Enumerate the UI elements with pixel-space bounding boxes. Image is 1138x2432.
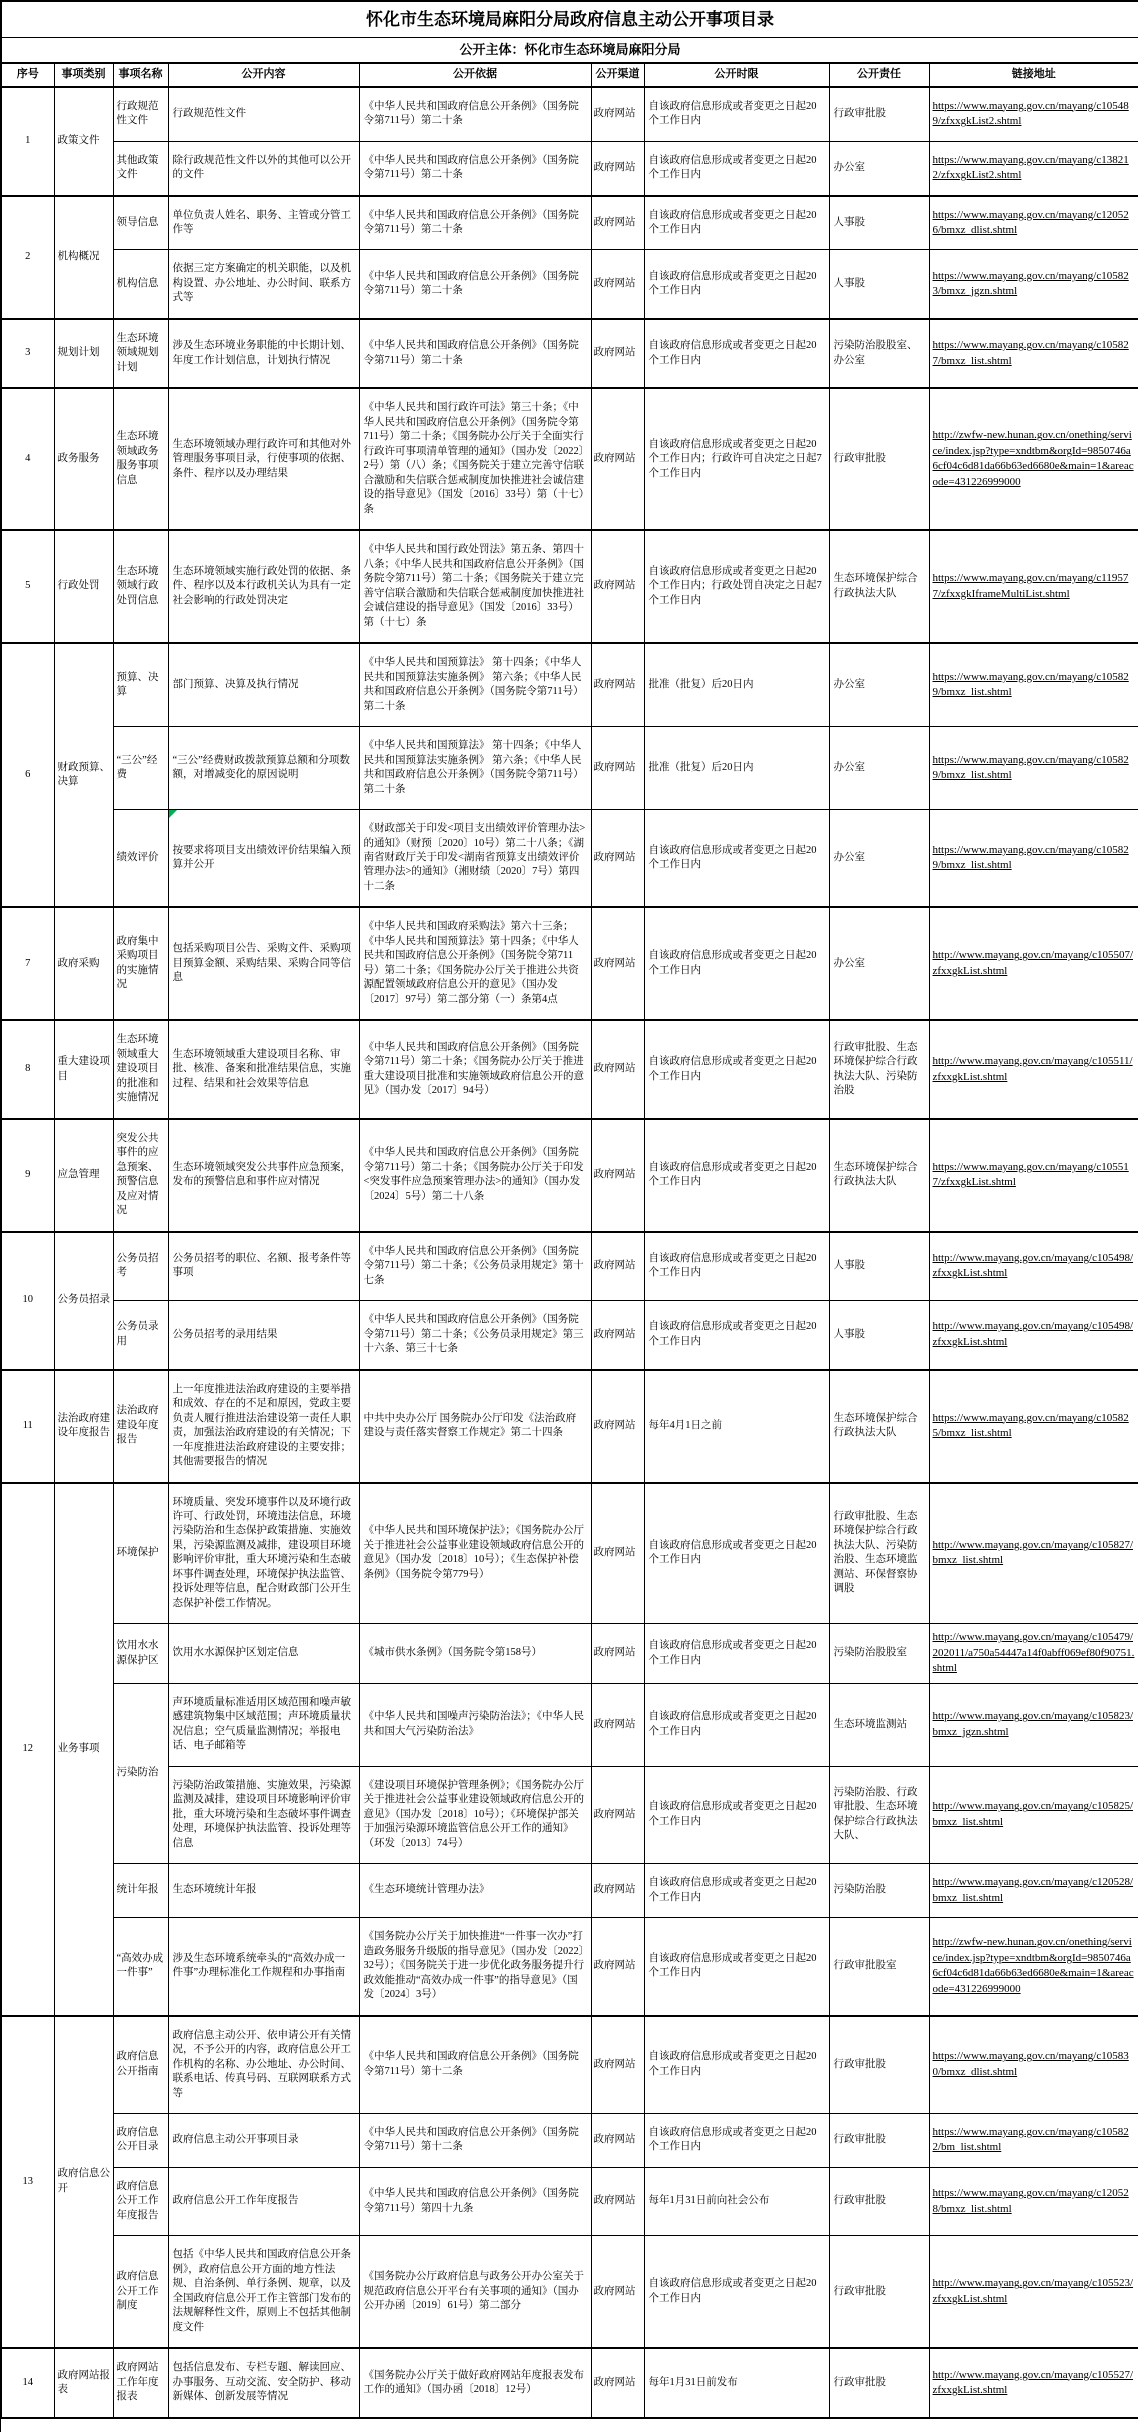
open-channel: 政府网站: [591, 141, 644, 195]
item-no: 11: [1, 1370, 54, 1483]
item-no: 6: [1, 643, 54, 907]
item-no: 10: [1, 1232, 54, 1370]
open-channel: 政府网站: [591, 2348, 644, 2417]
item-name: 统计年报: [113, 1864, 168, 1918]
open-content: 生态环境领域突发公共事件应急预案，发布的预警信息和事件应对情况: [168, 1119, 359, 1232]
open-responsibility: 污染防治股、行政审批股、生态环境保护综合行政执法大队、: [829, 1766, 929, 1863]
open-responsibility: 行政审批股: [829, 2236, 929, 2348]
header-row: [1, 63, 1138, 86]
item-name: 污染防治: [113, 1683, 168, 1863]
link-cell: [929, 2016, 1138, 2114]
link-cell: [929, 1301, 1138, 1370]
open-channel: 政府网站: [591, 196, 644, 250]
item-no: 12: [1, 1483, 54, 2016]
link-url[interactable]: https://www.mayang.gov.cn/mayang/c105829/bmxz_list.shtml: [932, 843, 1129, 872]
item-category: 法治政府建设年度报告: [54, 1370, 113, 1483]
page-title: 怀化市生态环境局麻阳分局政府信息主动公开事项目录: [1, 1, 1138, 38]
open-content: 环境质量、突发环境事件以及环境行政许可、行政处罚，环境违法信息，环境污染防治和生态保护政策措施、实施效果，污染源监测及减排，建设项目环境影响评价审批，重大环境污染和生态破坏事件调查处理，环境保护执法监管、投诉处理等信息，配合财政部门公开生态保护补偿工作情况。: [168, 1483, 359, 1624]
open-basis: 《财政部关于印发<项目支出绩效评价管理办法>的通知》（财预〔2020〕10号）第二十八条；《湖南省财政厅关于印发<湖南省预算支出绩效评价管理办法>的通知》（湘财绩〔2020〕7号）第四十二条: [359, 810, 591, 908]
open-deadline: 自该政府信息形成或者变更之日起20个工作日内: [644, 141, 829, 195]
item-name: 预算、决算: [113, 643, 168, 726]
link-url[interactable]: https://www.mayang.gov.cn/mayang/c105489/zfxxgkList2.shtml: [932, 99, 1129, 128]
item-name: 公务员招考: [113, 1232, 168, 1301]
table-row: [1, 196, 1138, 250]
item-category: 行政处罚: [54, 530, 113, 643]
open-basis: 《中华人民共和国行政处罚法》第五条、第四十八条；《中华人民共和国政府信息公开条例》（国务院令第711号）第二十条；《国务院关于建立完善守信联合激励和失信联合惩戒制度加快推进社会诚信建设的指导意见》（国发〔2016〕33号）第（十七）条: [359, 530, 591, 643]
table-row: [1, 1483, 1138, 1624]
link-url[interactable]: http://www.mayang.gov.cn/mayang/c105825/bmxz_list.shtml: [932, 1800, 1134, 1828]
link-cell: [929, 1766, 1138, 1863]
open-deadline: 自该政府信息形成或者变更之日起20个工作日内: [644, 1624, 829, 1683]
open-responsibility: 生态环境保护综合行政执法大队: [829, 530, 929, 643]
table-row: [1, 1119, 1138, 1232]
item-category: 机构概况: [54, 196, 113, 319]
table-row: [1, 1020, 1138, 1118]
item-category: 应急管理: [54, 1119, 113, 1232]
item-name: 政府信息公开工作年度报告: [113, 2167, 168, 2235]
item-name: 法治政府建设年度报告: [113, 1370, 168, 1483]
open-content: 单位负责人姓名、职务、主管或分管工作等: [168, 196, 359, 250]
open-basis: 《中华人民共和国政府信息公开条例》（国务院令第711号）第二十条: [359, 141, 591, 195]
open-basis: 《国务院办公厅关于加快推进“一件事一次办”打造政务服务升级版的指导意见》（国办发〔2022〕32号）；《国务院关于进一步优化政务服务提升行政效能推动“高效办成一件事”的指导意见》（国发〔2024〕3号）: [359, 1918, 591, 2016]
open-deadline: 自该政府信息形成或者变更之日起20个工作日内: [644, 196, 829, 250]
open-responsibility: 行政审批股: [829, 2114, 929, 2168]
open-deadline: 自该政府信息形成或者变更之日起20个工作日内: [644, 319, 829, 388]
open-deadline: 自该政府信息形成或者变更之日起20个工作日内: [644, 1020, 829, 1118]
table-row: [1, 1370, 1138, 1483]
open-basis: 《生态环境统计管理办法》: [359, 1864, 591, 1918]
open-content: 生态环境领域实施行政处罚的依据、条件、程序以及本行政机关认为具有一定社会影响的行政处罚决定: [168, 530, 359, 643]
open-content: 包括信息发布、专栏专题、解读回应、办事服务、互动交流、安全防护、移动新媒体、创新发展等情况: [168, 2348, 359, 2417]
open-deadline: 自该政府信息形成或者变更之日起20个工作日内: [644, 1864, 829, 1918]
open-channel: 政府网站: [591, 1232, 644, 1301]
table-row: [1, 1624, 1138, 1683]
open-channel: 政府网站: [591, 2167, 644, 2235]
open-basis: 《中华人民共和国预算法》 第十四条；《中华人民共和国预算法实施条例》 第六条；《中华人民共和国政府信息公开条例》（国务院令第711号）第二十条: [359, 643, 591, 726]
open-responsibility: 行政审批股: [829, 2016, 929, 2114]
open-responsibility: 污染防治股: [829, 1864, 929, 1918]
table-row: [1, 530, 1138, 643]
open-deadline: 批准（批复）后20日内: [644, 643, 829, 726]
item-name: 生态环境领域行政处罚信息: [113, 530, 168, 643]
open-responsibility: 人事股: [829, 1232, 929, 1301]
item-name: 生态环境领域重大建设项目的批准和实施情况: [113, 1020, 168, 1118]
open-responsibility: 行政审批股: [829, 388, 929, 530]
open-content: 政府信息主动公开、依申请公开有关情况，不予公开的内容，政府信息公开工作机构的名称、办公地址、办公时间、联系电话、传真号码、互联网联系方式等: [168, 2016, 359, 2114]
link-cell: [929, 319, 1138, 388]
item-category: 财政预算、决算: [54, 643, 113, 907]
open-basis: 《中华人民共和国政府信息公开条例》（国务院令第711号）第二十条: [359, 196, 591, 250]
item-name: 环境保护: [113, 1483, 168, 1624]
open-channel: 政府网站: [591, 1020, 644, 1118]
open-deadline: 自该政府信息形成或者变更之日起20个工作日内: [644, 810, 829, 908]
link-url[interactable]: http://www.mayang.gov.cn/mayang/c105507/zfxxgkList.shtml: [932, 949, 1134, 977]
open-basis: 《中华人民共和国政府信息公开条例》（国务院令第711号）第二十条；《公务员录用规定》第十七条: [359, 1232, 591, 1301]
open-responsibility: 行政审批股室: [829, 1918, 929, 2016]
item-category: 公务员招录: [54, 1232, 113, 1370]
table-row: [1, 1918, 1138, 2016]
link-url[interactable]: https://www.mayang.gov.cn/mayang/c105825/bmxz_list.shtml: [932, 1411, 1129, 1440]
open-responsibility: 行政审批股: [829, 2167, 929, 2235]
table-row: [1, 1301, 1138, 1370]
open-basis: 《中华人民共和国预算法》 第十四条；《中华人民共和国预算法实施条例》 第六条；《中华人民共和国政府信息公开条例》（国务院令第711号）第二十条: [359, 727, 591, 810]
open-responsibility: 行政审批股: [829, 87, 929, 141]
open-deadline: 自该政府信息形成或者变更之日起20个工作日内: [644, 907, 829, 1020]
link-cell: [929, 196, 1138, 250]
link-url[interactable]: http://www.mayang.gov.cn/mayang/c105479/202011/a750a54447a14f0abff069ef80f90751.shtml: [932, 1631, 1135, 1675]
item-category: 政策文件: [54, 87, 113, 196]
table-row: [1, 1683, 1138, 1766]
open-channel: 政府网站: [591, 643, 644, 726]
open-channel: 政府网站: [591, 1370, 644, 1483]
item-name: 领导信息: [113, 196, 168, 250]
column-header-basis: 公开依据: [359, 63, 591, 86]
link-cell: [929, 1864, 1138, 1918]
open-channel: 政府网站: [591, 1301, 644, 1370]
open-basis: 《中华人民共和国环境保护法》；《国务院办公厅关于推进社会公益事业建设领域政府信息公开的意见》（国办发〔2018〕10号）；《生态保护补偿条例》（国务院令第779号）: [359, 1483, 591, 1624]
column-header-content: 公开内容: [168, 63, 359, 86]
publisher-subtitle: 公开主体：怀化市生态环境局麻阳分局: [1, 38, 1138, 63]
item-name: “高效办成一件事”: [113, 1918, 168, 2016]
open-content: 政府信息公开工作年度报告: [168, 2167, 359, 2235]
table-row: [1, 727, 1138, 810]
link-url[interactable]: http://www.mayang.gov.cn/mayang/c105511/zfxxgkList.shtml: [932, 1055, 1133, 1083]
item-name: 公务员录用: [113, 1301, 168, 1370]
open-basis: 《城市供水条例》（国务院令第158号）: [359, 1624, 591, 1683]
open-content: 公务员招考的录用结果: [168, 1301, 359, 1370]
open-responsibility: 行政审批股: [829, 2348, 929, 2417]
item-name: 政府网站工作年度报表: [113, 2348, 168, 2417]
item-no: 13: [1, 2016, 54, 2349]
item-no: 9: [1, 1119, 54, 1232]
open-content: 生态环境领域重大建设项目名称、审批、核准、备案和批准结果信息，实施过程、结果和社会效果等信息: [168, 1020, 359, 1118]
column-header-link: 链接地址: [929, 63, 1138, 86]
open-channel: 政府网站: [591, 1918, 644, 2016]
item-name: 生态环境领域政务服务事项信息: [113, 388, 168, 530]
open-channel: 政府网站: [591, 2114, 644, 2168]
column-header-responsibility: 公开责任: [829, 63, 929, 86]
item-no: 4: [1, 388, 54, 530]
open-channel: 政府网站: [591, 250, 644, 319]
open-deadline: 自该政府信息形成或者变更之日起20个工作日内；行政处罚自决定之日起7个工作日内: [644, 530, 829, 643]
link-url[interactable]: https://www.mayang.gov.cn/mayang/c138212/zfxxgkList2.shtml: [932, 153, 1129, 182]
item-name: 机构信息: [113, 250, 168, 319]
link-url[interactable]: http://www.mayang.gov.cn/mayang/c105527/zfxxgkList.shtml: [932, 2368, 1134, 2397]
item-name: “三公”经费: [113, 727, 168, 810]
link-cell: [929, 727, 1138, 810]
item-no: 8: [1, 1020, 54, 1118]
link-url[interactable]: http://zwfw-new.hunan.gov.cn/onething/service/index.jsp?type=xndtbm&orgId=9850746a6cf04c6d81da66b63ed6680e&main=1&areacode=431226999000: [932, 1936, 1134, 1995]
open-channel: 政府网站: [591, 1624, 644, 1683]
open-deadline: 自该政府信息形成或者变更之日起20个工作日内: [644, 250, 829, 319]
item-category: 政府信息公开: [54, 2016, 113, 2349]
item-name: 突发公共事件的应急预案、预警信息及应对情况: [113, 1119, 168, 1232]
open-content: 生态环境领域办理行政许可和其他对外管理服务事项目录，行使事项的依据、条件、程序以及办理结果: [168, 388, 359, 530]
open-content: “三公”经费财政拨款预算总额和分项数额，对增减变化的原因说明: [168, 727, 359, 810]
item-category: 规划计划: [54, 319, 113, 388]
open-basis: 《中华人民共和国政府信息公开条例》（国务院令第711号）第二十条；《国务院办公厅关于印发<突发事件应急预案管理办法>的通知》（国办发〔2024〕5号）第二十八条: [359, 1119, 591, 1232]
open-channel: 政府网站: [591, 1864, 644, 1918]
table-row: [1, 2167, 1138, 2235]
link-url[interactable]: https://www.mayang.gov.cn/mayang/c105823/bmxz_jgzn.shtml: [932, 269, 1129, 298]
item-category: 政府采购: [54, 907, 113, 1020]
open-content: 污染防治政策措施、实施效果，污染源监测及减排，建设项目环境影响评价审批，重大环境污染和生态破坏事件调查处理，环境保护执法监管、投诉处理等信息: [168, 1766, 359, 1863]
open-content: 行政规范性文件: [168, 87, 359, 141]
open-basis: 《中华人民共和国行政许可法》第三十条；《中华人民共和国政府信息公开条例》（国务院令第711号）第二十条；《国务院办公厅关于全面实行行政许可事项清单管理的通知》（国办发〔2022〕2号）第（八）条；《国务院关于建立完善守信联合激励和失信联合惩戒制度加快推进社会诚信建设的指导意见》（国发〔2016〕33号）第（十七）条: [359, 388, 591, 530]
link-url[interactable]: https://www.mayang.gov.cn/mayang/c119577/zfxxgkIframeMultiList.shtml: [932, 572, 1129, 600]
open-content: 涉及生态环境业务职能的中长期计划、年度工作计划信息，计划执行情况: [168, 319, 359, 388]
open-responsibility: 办公室: [829, 643, 929, 726]
open-deadline: 自该政府信息形成或者变更之日起20个工作日内: [644, 1683, 829, 1766]
column-header-name: 事项名称: [113, 63, 168, 86]
open-channel: 政府网站: [591, 1483, 644, 1624]
sheet-bottom-edge: [0, 2419, 81, 2432]
item-name: 政府集中采购项目的实施情况: [113, 907, 168, 1020]
open-channel: 政府网站: [591, 388, 644, 530]
open-responsibility: 人事股: [829, 196, 929, 250]
open-responsibility: 办公室: [829, 810, 929, 908]
open-basis: 《中华人民共和国政府信息公开条例》（国务院令第711号）第十二条: [359, 2016, 591, 2114]
link-cell: [929, 2236, 1138, 2348]
table-row: [1, 250, 1138, 319]
link-url[interactable]: https://www.mayang.gov.cn/mayang/c105827/bmxz_list.shtml: [932, 339, 1129, 367]
open-responsibility: 办公室: [829, 907, 929, 1020]
open-deadline: 自该政府信息形成或者变更之日起20个工作日内: [644, 1119, 829, 1232]
item-category: 业务事项: [54, 1483, 113, 2016]
link-cell: [929, 1683, 1138, 1766]
open-basis: 《中华人民共和国政府信息公开条例》（国务院令第711号）第十二条: [359, 2114, 591, 2168]
link-cell: [929, 1918, 1138, 2016]
link-cell: [929, 1020, 1138, 1118]
open-content: 政府信息主动公开事项目录: [168, 2114, 359, 2168]
link-cell: [929, 1370, 1138, 1483]
table-row: [1, 388, 1138, 530]
open-channel: 政府网站: [591, 319, 644, 388]
table-row: [1, 1864, 1138, 1918]
link-cell: [929, 1232, 1138, 1301]
table-row: [1, 141, 1138, 195]
open-content: 依据三定方案确定的机关职能，以及机构设置、办公地址、办公时间、联系方式等: [168, 250, 359, 319]
link-cell: [929, 643, 1138, 726]
table-row: [1, 2236, 1138, 2348]
item-category: 政务服务: [54, 388, 113, 530]
open-content: 按要求将项目支出绩效评价结果编入预算并公开: [168, 810, 359, 908]
link-cell: [929, 388, 1138, 530]
open-basis: 《中华人民共和国政府信息公开条例》（国务院令第711号）第二十条；《国务院办公厅关于推进重大建设项目批准和实施领域政府信息公开的意见》（国办发〔2017〕94号）: [359, 1020, 591, 1118]
open-deadline: 自该政府信息形成或者变更之日起20个工作日内: [644, 1918, 829, 2016]
table-row: [1, 1766, 1138, 1863]
link-cell: [929, 1624, 1138, 1683]
open-basis: 《国务院办公厅关于做好政府网站年度报表发布工作的通知》（国办函〔2018〕12号）: [359, 2348, 591, 2417]
table-row: [1, 87, 1138, 141]
open-responsibility: 生态环境保护综合行政执法大队: [829, 1119, 929, 1232]
open-responsibility: 生态环境监测站: [829, 1683, 929, 1766]
open-content: 上一年度推进法治政府建设的主要举措和成效、存在的不足和原因，党政主要负责人履行推进法治建设第一责任人职责，加强法治政府建设的有关情况；下一年度推进法治政府建设的主要安排；其他需要报告的情况: [168, 1370, 359, 1483]
open-deadline: 自该政府信息形成或者变更之日起20个工作日内: [644, 2236, 829, 2348]
open-content: 除行政规范性文件以外的其他可以公开的文件: [168, 141, 359, 195]
link-url[interactable]: https://www.mayang.gov.cn/mayang/c120526/bmxz_dlist.shtml: [932, 208, 1129, 236]
item-category: 政府网站报表: [54, 2348, 113, 2417]
open-deadline: 每年1月31日前向社会公布: [644, 2167, 829, 2235]
open-content: 包括采购项目公告、采购文件、采购项目预算金额、采购结果、采购合同等信息: [168, 907, 359, 1020]
link-url[interactable]: https://www.mayang.gov.cn/mayang/c105822/bm_list.shtml: [932, 2126, 1129, 2154]
open-deadline: 自该政府信息形成或者变更之日起20个工作日内: [644, 87, 829, 141]
open-basis: 《中华人民共和国政府采购法》第六十三条；《中华人民共和国预算法》第十四条；《中华人民共和国政府信息公开条例》（国务院令第711号）第二十条；《国务院办公厅关于推进公共资源配置领域政府信息公开的意见》（国办发〔2017〕97号）第二部分第（一）条第4点: [359, 907, 591, 1020]
open-deadline: 自该政府信息形成或者变更之日起20个工作日内；行政许可自决定之日起7个工作日内: [644, 388, 829, 530]
open-basis: 中共中央办公厅 国务院办公厅印发《法治政府建设与责任落实督察工作规定》第二十四条: [359, 1370, 591, 1483]
link-cell: [929, 250, 1138, 319]
item-no: 7: [1, 907, 54, 1020]
open-deadline: 自该政府信息形成或者变更之日起20个工作日内: [644, 1766, 829, 1863]
link-cell: [929, 1119, 1138, 1232]
link-url[interactable]: http://www.mayang.gov.cn/mayang/c105823/bmxz_jgzn.shtml: [932, 1710, 1134, 1738]
link-cell: [929, 2167, 1138, 2235]
open-deadline: 自该政府信息形成或者变更之日起20个工作日内: [644, 1232, 829, 1301]
link-cell: [929, 530, 1138, 643]
item-name: 政府信息公开目录: [113, 2114, 168, 2168]
open-content: 饮用水水源保护区划定信息: [168, 1624, 359, 1683]
link-url[interactable]: http://www.mayang.gov.cn/mayang/c105827/bmxz_list.shtml: [932, 1538, 1134, 1567]
open-responsibility: 污染防治股股室、办公室: [829, 319, 929, 388]
open-content: 包括《中华人民共和国政府信息公开条例》，政府信息公开方面的地方性法规、自治条例、单行条例、规章，以及全国政府信息公开工作主管部门发布的法规解释性文件，原则上不包括其他制度文件: [168, 2236, 359, 2348]
open-responsibility: 污染防治股股室: [829, 1624, 929, 1683]
open-basis: 《中华人民共和国政府信息公开条例》（国务院令第711号）第二十条；《公务员录用规定》第三十六条、第三十七条: [359, 1301, 591, 1370]
item-no: 3: [1, 319, 54, 388]
open-basis: 《国务院办公厅政府信息与政务公开办公室关于规范政府信息公开平台有关事项的通知》（国办公开办函〔2019〕61号）第二部分: [359, 2236, 591, 2348]
column-header-deadline: 公开时限: [644, 63, 829, 86]
link-url[interactable]: http://www.mayang.gov.cn/mayang/c105498/zfxxgkList.shtml: [932, 1251, 1134, 1280]
open-basis: 《中华人民共和国噪声污染防治法》；《中华人民共和国大气污染防治法》: [359, 1683, 591, 1766]
open-responsibility: 人事股: [829, 250, 929, 319]
open-channel: 政府网站: [591, 1766, 644, 1863]
link-cell: [929, 141, 1138, 195]
link-url[interactable]: https://www.mayang.gov.cn/mayang/c105517/zfxxgkList.shtml: [932, 1160, 1129, 1189]
open-deadline: 自该政府信息形成或者变更之日起20个工作日内: [644, 1483, 829, 1624]
open-responsibility: 人事股: [829, 1301, 929, 1370]
column-header-num: 序号: [1, 63, 54, 86]
item-category: 重大建设项目: [54, 1020, 113, 1118]
open-channel: 政府网站: [591, 810, 644, 908]
open-basis: 《中华人民共和国政府信息公开条例》（国务院令第711号）第四十九条: [359, 2167, 591, 2235]
link-cell: [929, 810, 1138, 908]
item-no: 2: [1, 196, 54, 319]
open-responsibility: 行政审批股、生态环境保护综合行政执法大队、污染防治股: [829, 1020, 929, 1118]
open-basis: 《中华人民共和国政府信息公开条例》（国务院令第711号）第二十条: [359, 87, 591, 141]
item-name: 政府信息公开指南: [113, 2016, 168, 2114]
open-content: 公务员招考的职位、名额、报考条件等事项: [168, 1232, 359, 1301]
link-url[interactable]: https://www.mayang.gov.cn/mayang/c105829/bmxz_list.shtml: [932, 753, 1129, 782]
column-header-category: 事项类别: [54, 63, 113, 86]
link-cell: [929, 2348, 1138, 2417]
item-name: 政府信息公开工作制度: [113, 2236, 168, 2348]
open-responsibility: 行政审批股、生态环境保护综合行政执法大队、污染防治股、生态环境监测站、环保督察协调股: [829, 1483, 929, 1624]
link-url[interactable]: http://zwfw-new.hunan.gov.cn/onething/service/index.jsp?type=xndtbm&orgId=9850746a6cf04c6d81da66b63ed6680e&main=1&areacode=431226999000: [932, 429, 1134, 488]
link-cell: [929, 1483, 1138, 1624]
open-channel: 政府网站: [591, 530, 644, 643]
open-responsibility: 办公室: [829, 727, 929, 810]
link-url[interactable]: https://www.mayang.gov.cn/mayang/c120528/bmxz_list.shtml: [932, 2187, 1129, 2215]
item-name: 其他政策文件: [113, 141, 168, 195]
open-channel: 政府网站: [591, 907, 644, 1020]
open-content: 部门预算、决算及执行情况: [168, 643, 359, 726]
open-deadline: 自该政府信息形成或者变更之日起20个工作日内: [644, 2114, 829, 2168]
open-channel: 政府网站: [591, 87, 644, 141]
open-basis: 《中华人民共和国政府信息公开条例》（国务院令第711号）第二十条: [359, 250, 591, 319]
table-row: [1, 810, 1138, 908]
open-content: 涉及生态环境系统牵头的“高效办成一件事”办理标准化工作规程和办事指南: [168, 1918, 359, 2016]
open-basis: 《建设项目环境保护管理条例》；《国务院办公厅关于推进社会公益事业建设领域政府信息公开的意见》（国办发〔2018〕10号）；《环境保护部关于加强污染源环境监管信息公开工作的通知》（环发〔2013〕74号）: [359, 1766, 591, 1863]
open-content: 生态环境统计年报: [168, 1864, 359, 1918]
open-deadline: 自该政府信息形成或者变更之日起20个工作日内: [644, 1301, 829, 1370]
column-header-channel: 公开渠道: [591, 63, 644, 86]
table-row: [1, 2114, 1138, 2168]
table-row: [1, 1232, 1138, 1301]
table-row: [1, 907, 1138, 1020]
link-cell: [929, 2114, 1138, 2168]
open-responsibility: 生态环境保护综合行政执法大队: [829, 1370, 929, 1483]
open-deadline: 批准（批复）后20日内: [644, 727, 829, 810]
open-deadline: 自该政府信息形成或者变更之日起20个工作日内: [644, 2016, 829, 2114]
items-table-body: [1, 87, 1138, 2418]
open-deadline: 每年1月31日前发布: [644, 2348, 829, 2417]
link-url[interactable]: http://www.mayang.gov.cn/mayang/c105498/zfxxgkList.shtml: [932, 1320, 1134, 1348]
item-no: 5: [1, 530, 54, 643]
link-url[interactable]: http://www.mayang.gov.cn/mayang/c105523/zfxxgkList.shtml: [932, 2277, 1134, 2305]
link-cell: [929, 907, 1138, 1020]
link-url[interactable]: https://www.mayang.gov.cn/mayang/c105829/bmxz_list.shtml: [932, 670, 1129, 699]
open-channel: 政府网站: [591, 1683, 644, 1766]
item-no: 14: [1, 2348, 54, 2417]
table-row: [1, 319, 1138, 388]
open-channel: 政府网站: [591, 1119, 644, 1232]
item-name: 饮用水水源保护区: [113, 1624, 168, 1683]
item-name: 绩效评价: [113, 810, 168, 908]
open-basis: 《中华人民共和国政府信息公开条例》（国务院令第711号）第二十条: [359, 319, 591, 388]
link-cell: [929, 87, 1138, 141]
link-url[interactable]: http://www.mayang.gov.cn/mayang/c120528/bmxz_list.shtml: [932, 1876, 1134, 1904]
link-url[interactable]: https://www.mayang.gov.cn/mayang/c105830/bmxz_dlist.shtml: [932, 2050, 1129, 2078]
item-name: 生态环境领域规划计划: [113, 319, 168, 388]
table-row: [1, 2016, 1138, 2114]
open-channel: 政府网站: [591, 2236, 644, 2348]
item-no: 1: [1, 87, 54, 196]
table-row: [1, 643, 1138, 726]
open-channel: 政府网站: [591, 727, 644, 810]
open-content: 声环境质量标准适用区域范围和噪声敏感建筑物集中区域范围；声环境质量状况信息；空气质量监测情况；举报电话、电子邮箱等: [168, 1683, 359, 1766]
open-deadline: 每年4月1日之前: [644, 1370, 829, 1483]
table-row: [1, 2348, 1138, 2417]
open-responsibility: 办公室: [829, 141, 929, 195]
open-channel: 政府网站: [591, 2016, 644, 2114]
item-name: 行政规范性文件: [113, 87, 168, 141]
